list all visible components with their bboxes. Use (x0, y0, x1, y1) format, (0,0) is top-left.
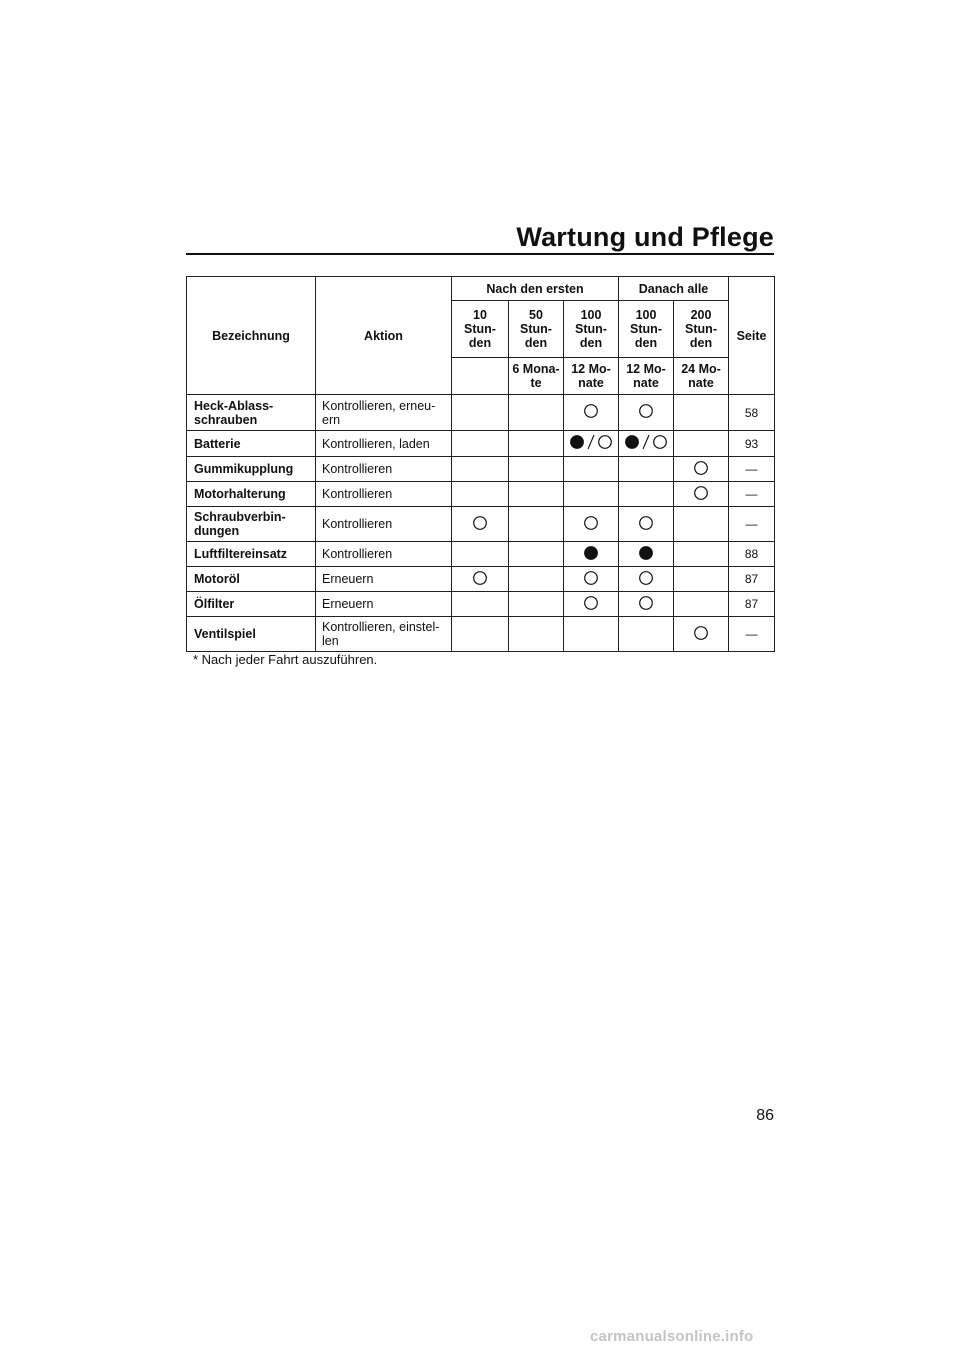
header-interval-months (674, 358, 729, 395)
filled-circle-icon (638, 545, 654, 561)
text-line: Kontrollieren, einstel- (322, 620, 440, 634)
text-line: den (524, 336, 548, 350)
interval-mark (638, 570, 654, 586)
text-line: Stun- (520, 322, 552, 336)
text-line: 12 Mo- (626, 362, 666, 376)
interval-cell (452, 507, 509, 542)
text-line: nate (688, 376, 714, 390)
row-page: — (729, 507, 775, 542)
interval-cell (509, 457, 564, 482)
interval-mark (583, 570, 599, 586)
open-circle-icon (638, 570, 654, 586)
text-line: 100 (635, 308, 657, 322)
interval-cell (452, 617, 509, 652)
text-line: Kontrollieren (322, 487, 393, 501)
interval-cell (564, 395, 619, 431)
table-row (187, 592, 775, 617)
text-line: Heck-Ablass- (194, 398, 274, 413)
interval-mark (624, 434, 668, 450)
interval-cell (619, 592, 674, 617)
interval-mark (693, 625, 709, 641)
interval-mark (638, 595, 654, 611)
interval-cell (509, 592, 564, 617)
row-page: 93 (729, 431, 775, 457)
header-interval-hours (564, 301, 619, 358)
page-number: 86 (756, 1107, 774, 1124)
row-action (316, 482, 452, 507)
header-group-after: Danach alle (619, 277, 729, 301)
interval-cell (509, 507, 564, 542)
text-line: nate (633, 376, 659, 390)
row-action (316, 617, 452, 652)
row-page: 88 (729, 542, 775, 567)
text-line: Erneuern (322, 572, 374, 586)
interval-cell (564, 592, 619, 617)
text-line: Stun- (575, 322, 607, 336)
header-interval-months (509, 358, 564, 395)
interval-cell (509, 567, 564, 592)
interval-cell (674, 457, 729, 482)
text-line: Motoröl (194, 572, 240, 586)
text-line: Ventilspiel (194, 627, 256, 641)
interval-cell (509, 542, 564, 567)
interval-mark (638, 515, 654, 531)
text-line: te (530, 376, 542, 390)
interval-cell (674, 617, 729, 652)
open-circle-icon (638, 515, 654, 531)
text-line: Motorhalterung (194, 487, 286, 501)
interval-mark (583, 515, 599, 531)
interval-cell (564, 542, 619, 567)
row-name (187, 542, 316, 567)
interval-cell (564, 567, 619, 592)
interval-cell (564, 617, 619, 652)
row-name (187, 507, 316, 542)
row-action (316, 542, 452, 567)
table-row (187, 457, 775, 482)
interval-mark (583, 545, 599, 561)
interval-cell (674, 507, 729, 542)
row-action (316, 567, 452, 592)
text-line: Kontrollieren (322, 547, 393, 561)
text-line: 10 (473, 308, 487, 322)
interval-cell (452, 431, 509, 457)
table-row (187, 507, 775, 542)
header-interval-months (619, 358, 674, 395)
interval-cell (564, 431, 619, 457)
text-line: Kontrollieren, erneu- (322, 398, 436, 413)
interval-cell (452, 542, 509, 567)
header-interval-hours (509, 301, 564, 358)
page-title: Wartung und Pflege (516, 222, 774, 252)
interval-cell (674, 542, 729, 567)
row-action (316, 395, 452, 431)
text-line: len (322, 634, 339, 648)
text-line: 100 (580, 308, 602, 322)
interval-mark (583, 403, 599, 419)
row-name (187, 567, 316, 592)
interval-cell (509, 395, 564, 431)
text-line: Kontrollieren, laden (322, 436, 430, 451)
row-name (187, 592, 316, 617)
header-interval-months (452, 358, 509, 395)
header-action: Aktion (316, 277, 452, 395)
text-line: den (634, 336, 658, 350)
text-line: 200 (690, 308, 712, 322)
text-line: Stun- (630, 322, 662, 336)
slash-icon (642, 434, 650, 450)
header-page: Seite (729, 277, 775, 395)
filled-circle-icon (569, 434, 585, 450)
interval-cell (619, 542, 674, 567)
open-circle-icon (638, 403, 654, 419)
header-interval-hours (619, 301, 674, 358)
interval-mark (569, 434, 613, 450)
text-line: den (579, 336, 603, 350)
footnote: * Nach jeder Fahrt auszuführen. (193, 652, 378, 667)
table-row (187, 617, 775, 652)
text-line: ern (322, 412, 341, 427)
interval-mark (693, 460, 709, 476)
interval-mark (693, 485, 709, 501)
row-name (187, 457, 316, 482)
table-row (187, 482, 775, 507)
text-line: 6 Mona- (512, 362, 560, 376)
row-page: — (729, 457, 775, 482)
header-interval-hours (452, 301, 509, 358)
text-line: Batterie (194, 436, 241, 451)
interval-cell (564, 457, 619, 482)
text-line: dungen (194, 524, 240, 538)
open-circle-icon (583, 570, 599, 586)
open-circle-icon (693, 485, 709, 501)
open-circle-icon (693, 625, 709, 641)
interval-cell (452, 592, 509, 617)
row-name (187, 482, 316, 507)
interval-cell (564, 507, 619, 542)
row-page: — (729, 482, 775, 507)
interval-cell (674, 395, 729, 431)
text-line: 50 (529, 308, 543, 322)
interval-cell (619, 395, 674, 431)
text-line: schrauben (194, 412, 258, 427)
interval-mark (638, 403, 654, 419)
table-row (187, 395, 775, 431)
title-divider (186, 253, 774, 255)
interval-cell (674, 482, 729, 507)
interval-cell (509, 431, 564, 457)
row-action (316, 592, 452, 617)
maintenance-table (186, 276, 775, 652)
row-page: 58 (729, 395, 775, 431)
slash-icon (587, 434, 595, 450)
interval-cell (619, 431, 674, 457)
interval-cell (674, 431, 729, 457)
interval-cell (509, 617, 564, 652)
watermark: carmanualsonline.info (590, 1328, 754, 1345)
text-line: Ölfilter (194, 597, 235, 611)
interval-cell (674, 567, 729, 592)
interval-cell (452, 395, 509, 431)
row-page: — (729, 617, 775, 652)
text-line: den (689, 336, 713, 350)
text-line: Erneuern (322, 597, 374, 611)
interval-cell (452, 457, 509, 482)
header-group-first: Nach den ersten (452, 277, 619, 301)
text-line: Kontrollieren (322, 517, 393, 531)
open-circle-icon (693, 460, 709, 476)
row-name (187, 395, 316, 431)
interval-cell (674, 592, 729, 617)
open-circle-icon (638, 595, 654, 611)
header-interval-months (564, 358, 619, 395)
text-line: Schraubverbin- (194, 510, 286, 524)
open-circle-icon (583, 515, 599, 531)
text-line: Gummikupplung (194, 462, 294, 476)
row-action (316, 431, 452, 457)
text-line: Stun- (464, 322, 496, 336)
header-interval-hours (674, 301, 729, 358)
interval-cell (509, 482, 564, 507)
header-name: Bezeichnung (187, 277, 316, 395)
row-page: 87 (729, 567, 775, 592)
row-page: 87 (729, 592, 775, 617)
table-row (187, 567, 775, 592)
interval-cell (619, 507, 674, 542)
open-circle-icon (583, 595, 599, 611)
text-line: Stun- (685, 322, 717, 336)
text-line: Luftfiltereinsatz (194, 547, 288, 561)
open-circle-icon (583, 403, 599, 419)
interval-cell (452, 567, 509, 592)
table-row (187, 431, 775, 457)
row-name (187, 617, 316, 652)
text-line: nate (578, 376, 604, 390)
interval-cell (619, 567, 674, 592)
interval-mark (472, 570, 488, 586)
text-line: 24 Mo- (681, 362, 721, 376)
interval-mark (638, 545, 654, 561)
text-line: 12 Mo- (571, 362, 611, 376)
open-circle-icon (597, 434, 613, 450)
text-line: den (468, 336, 492, 350)
open-circle-icon (652, 434, 668, 450)
open-circle-icon (472, 570, 488, 586)
interval-cell (619, 482, 674, 507)
row-name (187, 431, 316, 457)
open-circle-icon (472, 515, 488, 531)
row-action (316, 507, 452, 542)
filled-circle-icon (583, 545, 599, 561)
filled-circle-icon (624, 434, 640, 450)
table-row (187, 542, 775, 567)
interval-cell (619, 617, 674, 652)
interval-cell (452, 482, 509, 507)
row-action (316, 457, 452, 482)
interval-cell (619, 457, 674, 482)
interval-mark (583, 595, 599, 611)
interval-mark (472, 515, 488, 531)
interval-cell (564, 482, 619, 507)
text-line: Kontrollieren (322, 462, 393, 476)
